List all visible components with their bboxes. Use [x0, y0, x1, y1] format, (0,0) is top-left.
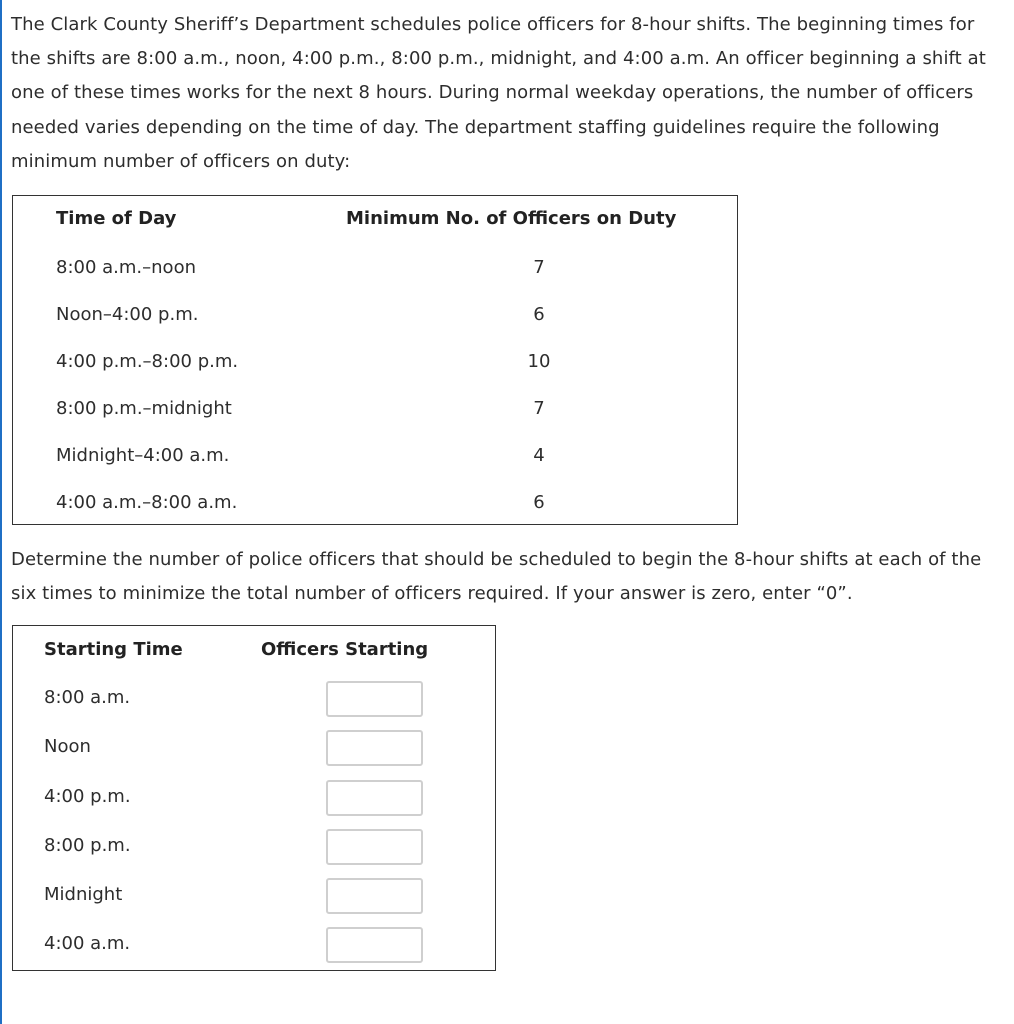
- answer-start-time: 4:00 p.m.: [44, 786, 131, 807]
- staffing-min: 6: [533, 304, 545, 325]
- answer-start-time: 8:00 a.m.: [44, 687, 131, 708]
- staffing-time: 4:00 a.m.–8:00 a.m.: [56, 492, 238, 513]
- officers-input-8am[interactable]: [326, 681, 423, 717]
- staffing-row: [13, 445, 739, 475]
- answer-row: [13, 874, 497, 914]
- staffing-min: 7: [533, 398, 545, 419]
- staffing-time: Midnight–4:00 a.m.: [56, 445, 230, 466]
- answer-row: [13, 923, 497, 963]
- staffing-time: 4:00 p.m.–8:00 p.m.: [56, 351, 239, 372]
- officers-input-noon[interactable]: [326, 730, 423, 766]
- staffing-min: 10: [527, 351, 551, 372]
- staffing-row: [13, 398, 739, 428]
- staffing-row: [13, 257, 739, 287]
- staffing-time: Noon–4:00 p.m.: [56, 304, 199, 325]
- staffing-min: 6: [533, 492, 545, 513]
- answer-row: [13, 726, 497, 766]
- intro-paragraph: The Clark County Sheriff’s Department schedules police officers for 8-hour shifts. The beginning times for the shifts are 8:00 a.m., noon, 4:00 p.m., 8:00 p.m., midnight, and 4:00 a.m. An officer beginning a shift at one of these times works for the next 8 hours. During normal weekday operations, the number of officers needed varies depending on the time of day. The department staffing guidelines require the following minimum number of officers on duty:: [11, 14, 986, 172]
- answer-start-time: 4:00 a.m.: [44, 933, 131, 954]
- answer-table: [12, 625, 496, 971]
- answer-start-time: 8:00 p.m.: [44, 835, 131, 856]
- instructions-paragraph: Determine the number of police officers that should be scheduled to begin the 8-hour shifts at each of the six times to minimize the total number of officers required. If your answer is zero, enter “0”.: [11, 549, 982, 605]
- answer-start-time: Noon: [44, 736, 91, 757]
- officers-input-4am[interactable]: [326, 927, 423, 963]
- staffing-header-min: Minimum No. of Officers on Duty: [346, 208, 677, 229]
- answer-header-officers: Officers Starting: [261, 639, 429, 660]
- officers-input-midnight[interactable]: [326, 878, 423, 914]
- answer-row: [13, 677, 497, 717]
- staffing-row: [13, 492, 739, 522]
- staffing-min: 7: [533, 257, 545, 278]
- staffing-time: 8:00 a.m.–noon: [56, 257, 196, 278]
- staffing-time: 8:00 p.m.–midnight: [56, 398, 232, 419]
- staffing-min: 4: [533, 445, 545, 466]
- answer-row: [13, 776, 497, 816]
- left-accent-rule: [0, 0, 2, 1024]
- answer-start-time: Midnight: [44, 884, 123, 905]
- answer-row: [13, 825, 497, 865]
- staffing-table: [12, 195, 738, 525]
- officers-input-4pm[interactable]: [326, 780, 423, 816]
- staffing-row: [13, 304, 739, 334]
- officers-input-8pm[interactable]: [326, 829, 423, 865]
- answer-header-start: Starting Time: [44, 639, 183, 660]
- staffing-row: [13, 351, 739, 381]
- staffing-header-time: Time of Day: [56, 208, 177, 229]
